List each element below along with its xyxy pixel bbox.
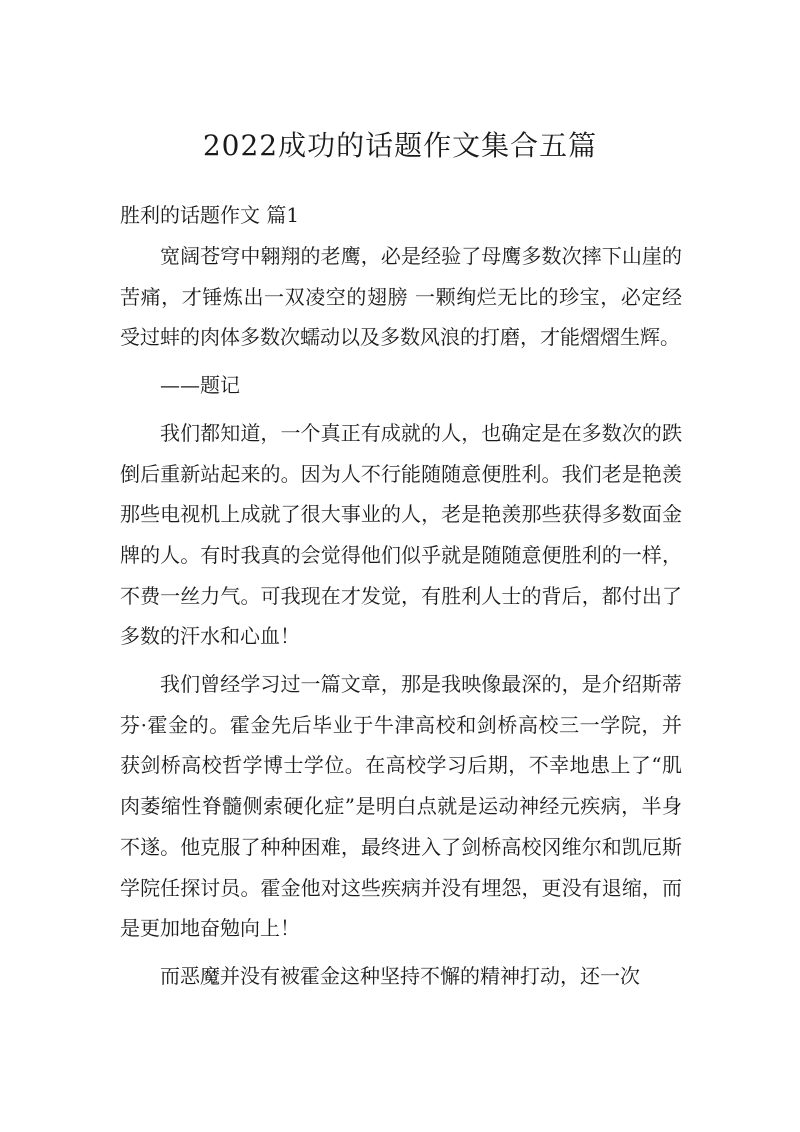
section-heading: 胜利的话题作文 篇1 bbox=[120, 203, 300, 227]
paragraph: 我们曾经学习过一篇文章，那是我映像最深的，是介绍斯蒂芬·霍金的。霍金先后毕业于牛津高校和剑桥高校三一学院，并获剑桥高校哲学博士学位。在高校学习后期，不幸地患上了“肌肉萎缩性脊髓侧索硬化症”是明白点就是运动神经元疾病，半身不遂。他克服了种种困难，最终进入了剑桥高校冈维尔和凯厄斯学院任探讨员。霍金他对这些疾病并没有埋怨，更没有退缩，而是更加地奋勉向上！ bbox=[120, 672, 682, 941]
document-title: 2022成功的话题作文集合五篇 bbox=[202, 129, 598, 162]
paragraph-epigraph-attribution: ——题记 bbox=[160, 373, 240, 398]
paragraph-epigraph: 宽阔苍穹中翱翔的老鹰，必是经验了母鹰多数次摔下山崖的苦痛，才锤炼出一双凌空的翅膀 一颗绚烂无比的珍宝，必定经受过蚌的肉体多数次蠕动以及多数风浪的打磨，才能熠熠生辉。 bbox=[120, 244, 682, 350]
article-body bbox=[120, 236, 682, 1004]
paragraph: 我们都知道，一个真正有成就的人，也确定是在多数次的跌倒后重新站起来的。因为人不行能随随意便胜利。我们老是艳羡那些电视机上成就了很大事业的人，老是艳羡那些获得多数面金牌的人。有时我真的会觉得他们似乎就是随随意便胜利的一样，不费一丝力气。可我现在才发觉，有胜利人士的背后，都付出了多数的汗水和心血！ bbox=[120, 420, 682, 649]
paragraph: 而恶魔并没有被霍金这种坚持不懈的精神打动，还一次 bbox=[160, 963, 640, 988]
